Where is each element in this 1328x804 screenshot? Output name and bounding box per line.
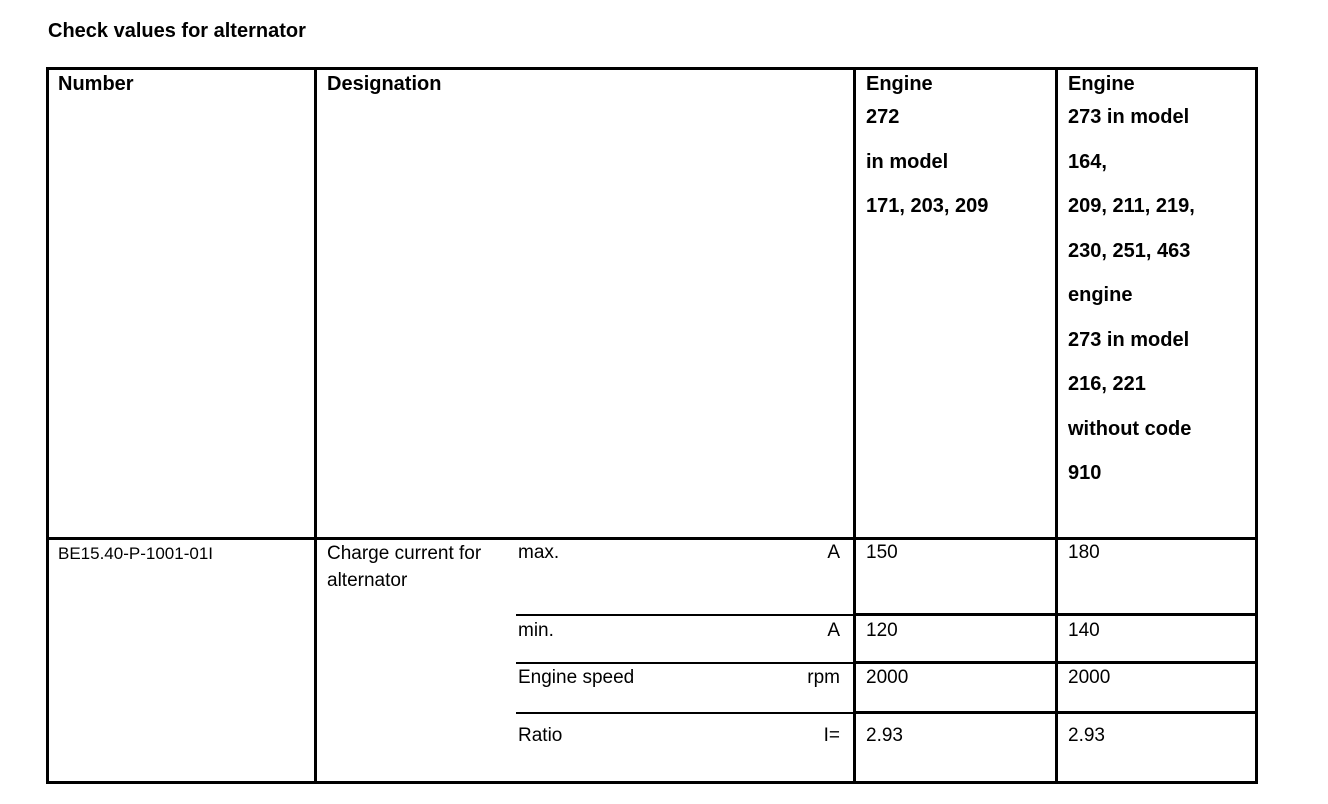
table-left-border [46,67,49,784]
value-engine-273: 2000 [1068,667,1111,688]
subrow-label: max. [518,542,560,563]
table-top-border [46,67,1258,70]
subrow-divider [516,614,855,616]
value-engine-273: 180 [1068,542,1100,563]
subrow-unit: rpm [807,667,840,688]
header-engine-272: Engine 272 in model 171, 203, 209 [866,73,989,217]
column-divider-engine [1055,67,1058,784]
row-number: BE15.40-P-1001-01I [58,544,213,563]
page-title: Check values for alternator [48,20,306,42]
subrow-label: Ratio [518,725,563,746]
subrow-divider [855,661,1258,664]
subrow-unit: A [827,542,840,563]
value-engine-272: 2000 [866,667,909,688]
header-engine-273: Engine 273 in model 164, 209, 211, 219, 230, 251, 463 engine 273 in model 216, 221 without code 910 [1068,73,1195,484]
subrow-label: min. [518,620,554,641]
subrow-divider [855,711,1258,714]
value-engine-273: 2.93 [1068,725,1105,746]
value-engine-272: 2.93 [866,725,903,746]
column-divider-designation [853,67,856,784]
header-designation: Designation [327,73,442,95]
column-divider-number [314,67,317,784]
value-engine-273: 140 [1068,620,1100,641]
subrow-unit: I= [823,725,840,746]
table-bottom-border [46,781,1258,784]
subrow-unit: A [827,620,840,641]
value-engine-272: 120 [866,620,898,641]
subrow-divider [516,662,855,664]
subrow-label: Engine speed [518,667,635,688]
check-values-table [46,67,1258,784]
subrow-divider [516,712,855,714]
header-number: Number [58,73,134,95]
row-designation: Charge current for alternator [327,543,482,591]
value-engine-272: 150 [866,542,898,563]
table-right-border [1255,67,1258,784]
subrow-divider [855,613,1258,616]
